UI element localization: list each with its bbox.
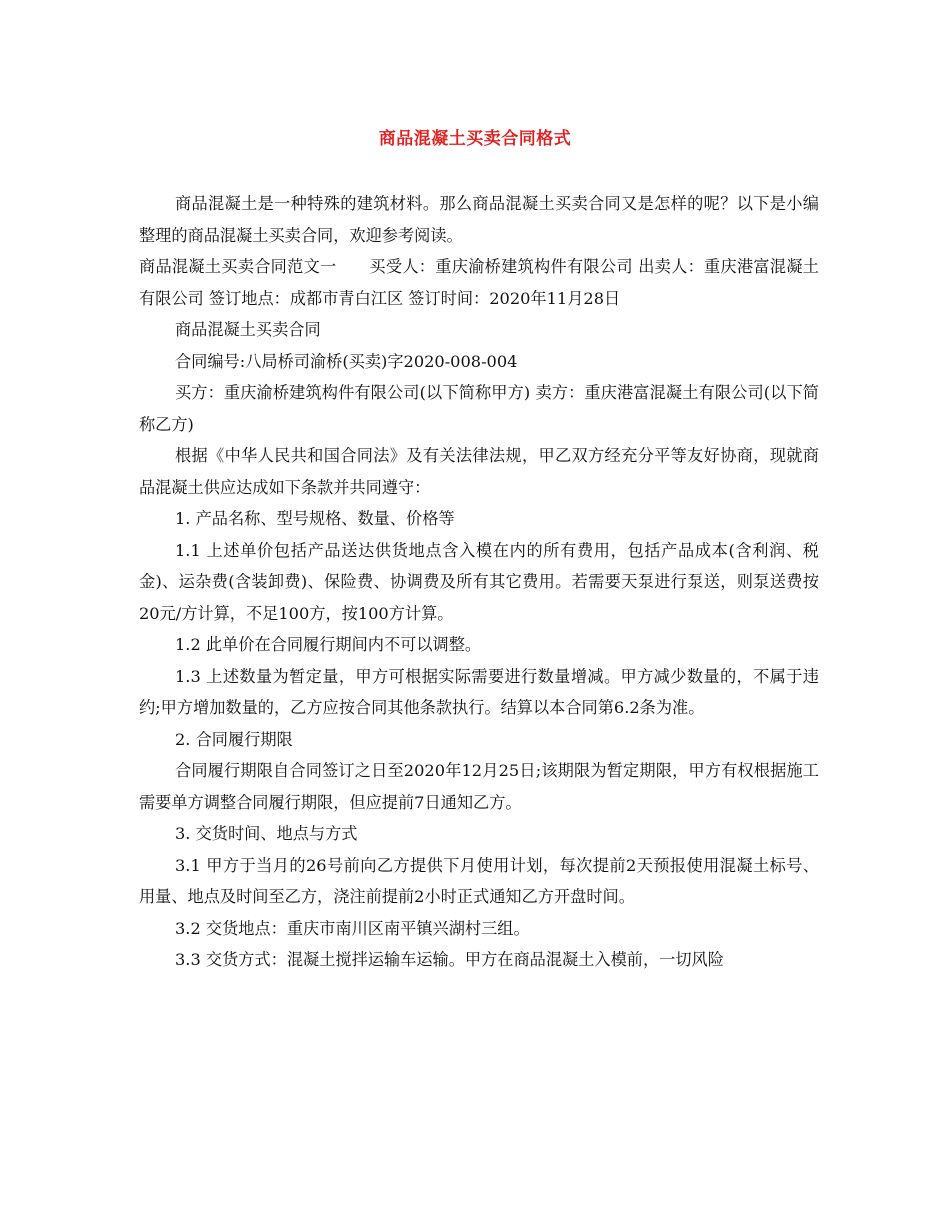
paragraph: 商品混凝土买卖合同范文一 买受人：重庆渝桥建筑构件有限公司 出卖人：重庆港富混凝土有限公司 签订地点：成都市青白江区 签订时间：2020年11月28日 <box>139 257 819 308</box>
paragraph: 合同履行期限自合同签订之日至2020年12月25日;该期限为暂定期限，甲方有权根据施工需要单方调整合同履行期限，但应提前7日通知乙方。 <box>139 761 819 812</box>
paragraph: 1.2 此单价在合同履行期间内不可以调整。 <box>175 635 482 654</box>
paragraph: 买方：重庆渝桥建筑构件有限公司(以下简称甲方) 卖方：重庆港富混凝土有限公司(以下简称乙方) <box>139 383 819 434</box>
paragraph: 根据《中华人民共和国合同法》及有关法律法规，甲乙双方经充分平等友好协商，现就商品混凝土供应达成如下条款并共同遵守： <box>139 446 819 497</box>
paragraph: 3.2 交货地点：重庆市南川区南平镇兴湖村三组。 <box>175 918 530 938</box>
document-body <box>139 188 819 976</box>
paragraph: 3.3 交货方式：混凝土搅拌运输车运输。甲方在商品混凝土入模前，一切风险 <box>175 950 724 969</box>
paragraph: 商品混凝土买卖合同 <box>175 320 321 339</box>
paragraph: 1.1 上述单价包括产品送达供货地点含入模在内的所有费用，包括产品成本(含利润、税金)、运杂费(含装卸费)、保险费、协调费及所有其它费用。若需要天泵进行泵送，则泵送费按20元/方计算，不足100方，按100方计算。 <box>139 540 819 623</box>
document-title: 商品混凝土买卖合同格式 <box>378 129 572 149</box>
paragraph: 1. 产品名称、型号规格、数量、价格等 <box>175 509 455 528</box>
paragraph: 合同编号:八局桥司渝桥(买卖)字2020-008-004 <box>175 351 518 371</box>
paragraph: 3. 交货时间、地点与方式 <box>175 824 358 843</box>
paragraph: 2. 合同履行期限 <box>175 729 293 749</box>
paragraph: 3.1 甲方于当月的26号前向乙方提供下月使用计划，每次提前2天预报使用混凝土标号、用量、地点及时间至乙方，浇注前提前2小时正式通知乙方开盘时间。 <box>139 855 819 906</box>
paragraph: 商品混凝土是一种特殊的建筑材料。那么商品混凝土买卖合同又是怎样的呢？以下是小编整理的商品混凝土买卖合同，欢迎参考阅读。 <box>139 194 819 245</box>
paragraph: 1.3 上述数量为暂定量，甲方可根据实际需要进行数量增减。甲方减少数量的，不属于违约;甲方增加数量的，乙方应按合同其他条款执行。结算以本合同第6.2条为准。 <box>139 666 819 717</box>
